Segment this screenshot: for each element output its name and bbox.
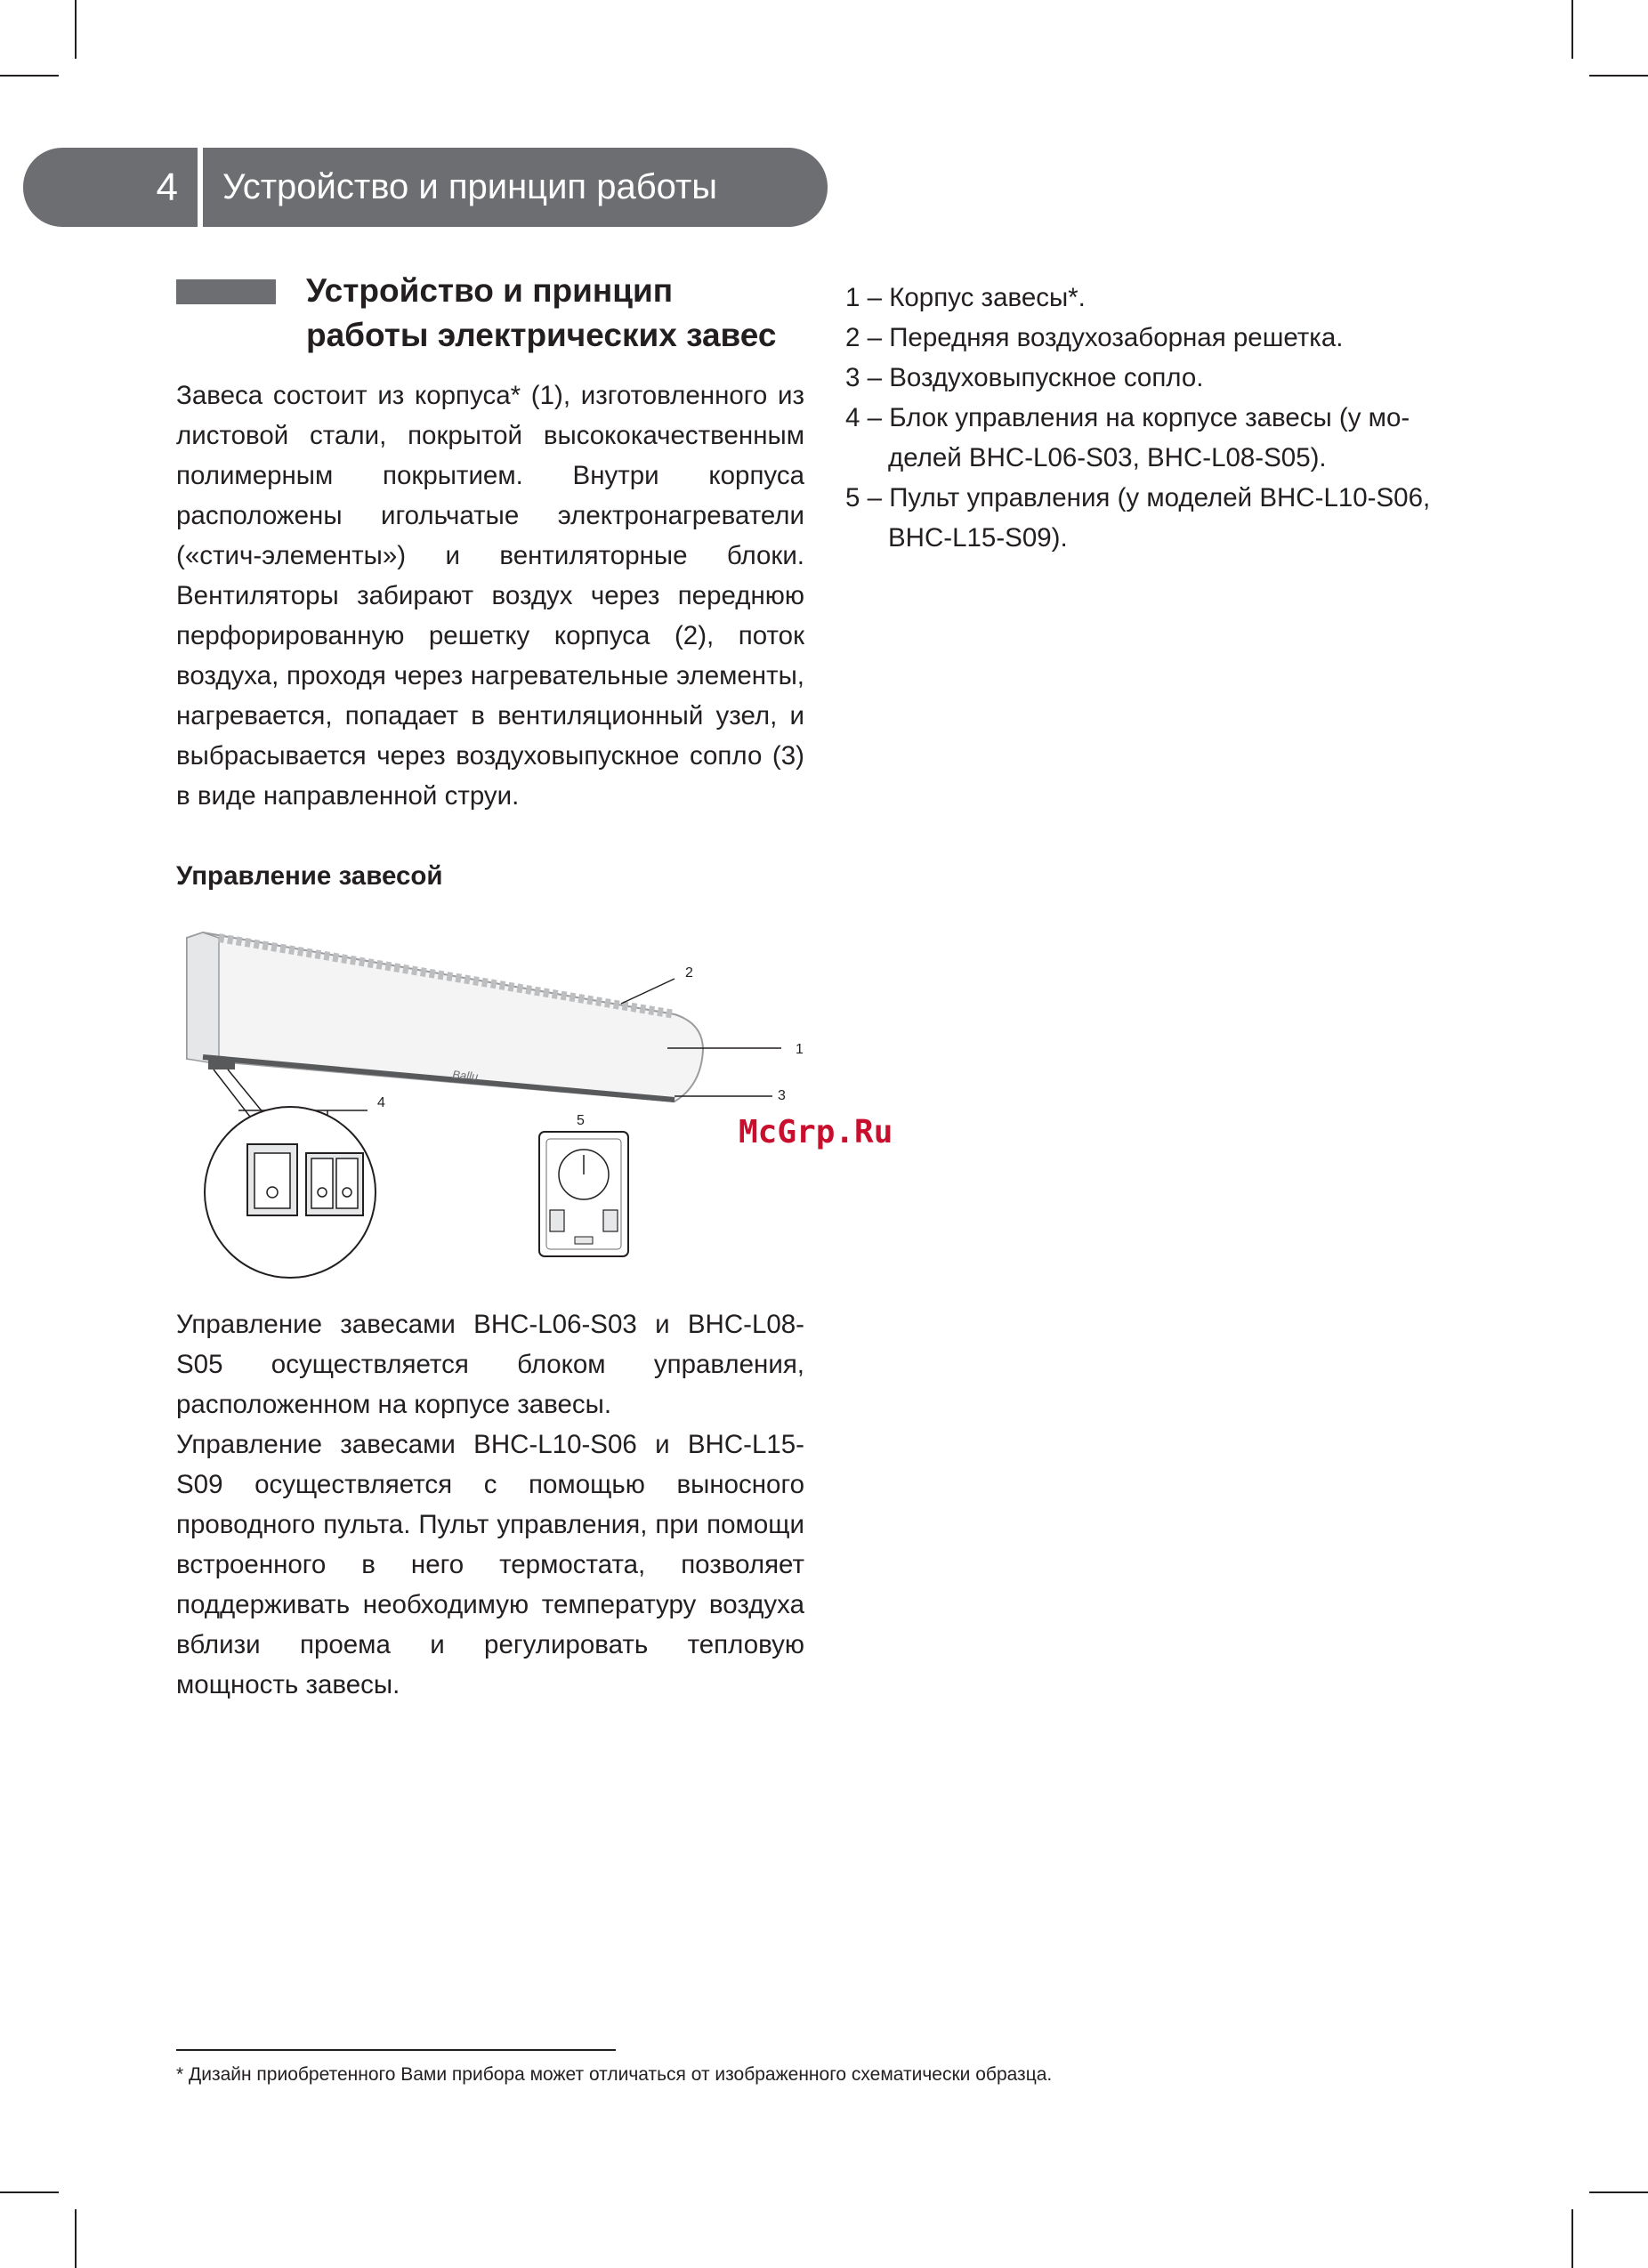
section-title <box>306 269 813 358</box>
control-block <box>208 1059 235 1069</box>
crop-mark <box>0 2191 59 2193</box>
section-title-line1: Устройство и принцип <box>306 272 674 309</box>
crop-mark <box>1571 2209 1573 2268</box>
remote-control-panel <box>539 1132 628 1256</box>
callout-1: 1 <box>796 1042 804 1057</box>
callout-5: 5 <box>577 1113 585 1128</box>
curtain-body <box>187 932 703 1102</box>
intro-paragraph <box>176 375 804 816</box>
switch-panel-detail <box>205 1107 376 1278</box>
footnote: * Дизайн приобретенного Вами прибора может отличаться от изображенного схематически образца. <box>176 2064 1053 2085</box>
section-title-line2: работы электрических завес <box>306 317 777 353</box>
legend-item-2: 2 – Передняя воздухозаборная решетка. <box>845 323 1344 352</box>
legend-item-5: 5 – Пульт управления (у моделей BHC-L10-S06, <box>845 483 1431 513</box>
legend-item-4: 4 – Блок управления на корпусе завесы (у мо- <box>845 403 1410 432</box>
crop-mark <box>75 2209 77 2268</box>
control-paragraph-1: Управление завесами BHC-L06-S03 и BHC-L08-S05 осуществляется блоком управления, расположенном на корпусе завесы. <box>176 1310 804 1419</box>
control-paragraph-2: Управление завесами BHC-L10-S06 и BHC-L15-S09 осуществляется с помощью выносного проводного пульта. Пульт управления, при помощи встроенного в него термостата, позволяет поддерживать необходимую температуру воздуха вблизи проема и регулировать тепловую мощность завесы. <box>176 1430 804 1699</box>
callout-2: 2 <box>685 965 693 981</box>
page-number: 4 <box>23 148 198 227</box>
footnote-divider <box>176 2049 616 2051</box>
crop-mark <box>75 0 77 59</box>
legend-item-1: 1 – Корпус завесы*. <box>845 283 1086 312</box>
legend-item-5-cont: BHC-L15-S09). <box>888 523 1068 553</box>
control-heading: Управление завесой <box>176 861 443 891</box>
crop-mark <box>0 75 59 77</box>
section-marker-bar <box>176 279 276 304</box>
callout-3: 3 <box>778 1088 786 1103</box>
legend-item-4-cont: делей BHC-L06-S03, BHC-L08-S05). <box>888 443 1327 472</box>
callout-4: 4 <box>377 1095 385 1110</box>
crop-mark <box>1571 0 1573 59</box>
crop-mark <box>1589 75 1648 77</box>
control-text <box>176 1304 804 1705</box>
watermark: McGrp.Ru <box>739 1114 893 1150</box>
crop-mark <box>1589 2191 1648 2193</box>
parts-legend <box>845 278 1486 558</box>
brand-logo: Ballu <box>451 1068 479 1084</box>
chapter-title: Устройство и принцип работы <box>203 148 828 227</box>
intro-text: Завеса состоит из корпуса* (1), изготовленного из листовой стали, покрытой высококачественным полимерным покрытием. Внутри корпуса расположены игольчатые электронагреватели («стич-элементы») и вентиляторные блоки. Вентиляторы забирают воздух через переднюю перфорированную решетку корпуса (2), поток воздуха, проходя через нагревательные элементы, нагревается, попадает в вентиляционный узел, и выбрасывается через воздуховыпускное сопло (3) в виде направленной струи. <box>176 381 804 811</box>
legend-item-3: 3 – Воздуховыпускное сопло. <box>845 363 1204 392</box>
air-curtain-diagram <box>176 925 817 1299</box>
